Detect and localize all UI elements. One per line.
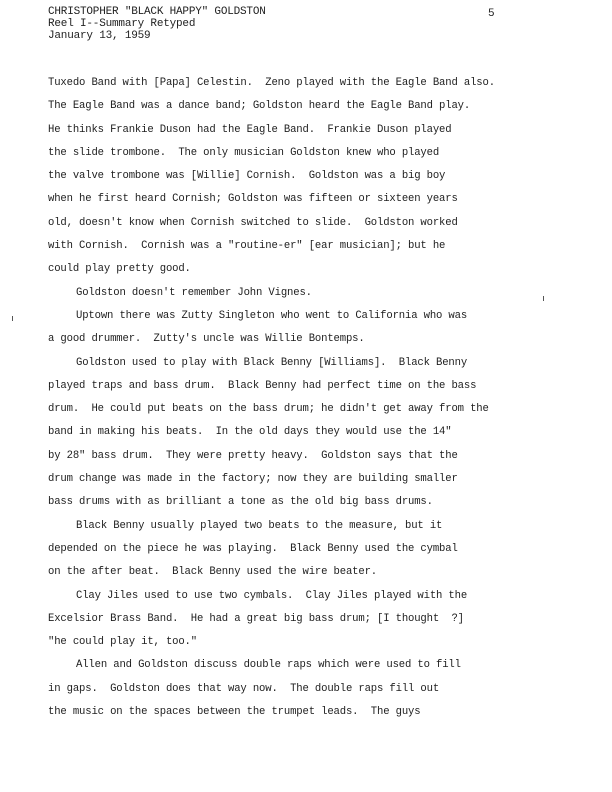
header-reel: Reel I--Summary Retyped: [48, 18, 196, 30]
text-line: depended on the piece he was playing. Black Benny used the cymbal: [48, 542, 458, 555]
document-header: [48, 6, 266, 42]
text-line: The Eagle Band was a dance band; Goldston heard the Eagle Band play.: [48, 100, 471, 113]
header-date: January 13, 1959: [48, 30, 151, 42]
text-line: Tuxedo Band with [Papa] Celestin. Zeno played with the Eagle Band also.: [48, 77, 495, 89]
paragraph-start-line: Clay Jiles used to use two cymbals. Clay Jiles played with the: [76, 589, 468, 602]
body-text: [48, 72, 588, 724]
text-line: the music on the spaces between the trumpet leads. The guys: [48, 706, 421, 719]
paragraph-start-line: Black Benny usually played two beats to the measure, but it: [76, 519, 443, 532]
text-line: band in making his beats. In the old days they would use the 14": [48, 426, 452, 439]
paragraph-start-line: Allen and Goldston discuss double raps which were used to fill: [76, 659, 461, 672]
paragraph-start-line: Goldston doesn't remember John Vignes.: [76, 286, 312, 299]
header-title: CHRISTOPHER "BLACK HAPPY" GOLDSTON: [48, 6, 266, 18]
margin-mark: [543, 296, 544, 301]
paragraph-start-line: Uptown there was Zutty Singleton who went to California who was: [76, 309, 468, 322]
text-line: with Cornish. Cornish was a "routine-er" [ear musician]; but he: [48, 240, 446, 253]
text-line: He thinks Frankie Duson had the Eagle Band. Frankie Duson played: [48, 123, 452, 136]
text-line: could play pretty good.: [48, 263, 191, 276]
text-line: bass drums with as brilliant a tone as the old big bass drums.: [48, 496, 433, 509]
margin-mark: [12, 316, 13, 321]
text-line: "he could play it, too.": [48, 636, 197, 649]
text-line: on the after beat. Black Benny used the wire beater.: [48, 566, 377, 579]
text-line: Excelsior Brass Band. He had a great big bass drum; [I thought ?]: [48, 612, 464, 625]
text-line: when he first heard Cornish; Goldston was fifteen or sixteen years: [48, 193, 458, 206]
text-line: in gaps. Goldston does that way now. The double raps fill out: [48, 682, 440, 695]
text-line: drum. He could put beats on the bass drum; he didn't get away from the: [48, 403, 489, 416]
text-line: drum change was made in the factory; now they are building smaller: [48, 473, 458, 486]
text-line: by 28" bass drum. They were pretty heavy. Goldston says that the: [48, 449, 458, 462]
text-line: played traps and bass drum. Black Benny had perfect time on the bass: [48, 379, 477, 392]
text-line: the valve trombone was [Willie] Cornish. Goldston was a big boy: [48, 170, 446, 183]
text-line: the slide trombone. The only musician Goldston knew who played: [48, 146, 440, 159]
text-line: old, doesn't know when Cornish switched to slide. Goldston worked: [48, 216, 458, 229]
page-number: 5: [488, 8, 495, 20]
paragraph-start-line: Goldston used to play with Black Benny [Williams]. Black Benny: [76, 356, 468, 369]
text-line: a good drummer. Zutty's uncle was Willie Bontemps.: [48, 333, 365, 346]
